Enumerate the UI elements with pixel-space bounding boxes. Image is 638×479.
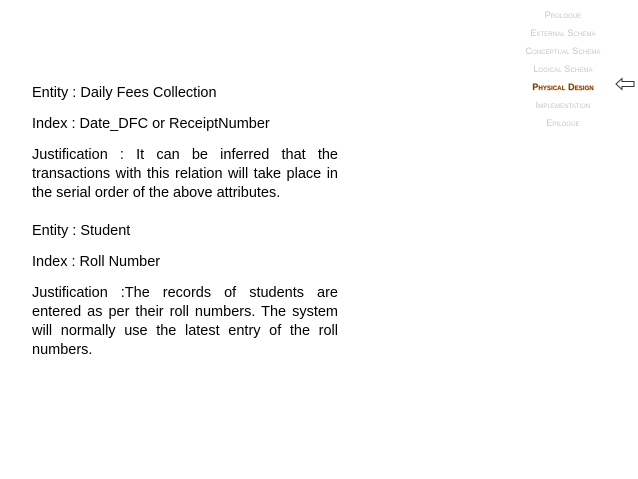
justification-text: Justification : It can be inferred that the transactions with this relation will take place in the serial order of the above attributes. <box>32 147 338 201</box>
justification-text: Justification :The records of students are entered as per their roll numbers. The system will normally use the latest entry of the roll numbers. <box>32 285 338 358</box>
nav-item-conceptual-schema[interactable]: Conceptual Schema <box>525 46 601 56</box>
left-arrow-icon <box>615 77 635 91</box>
nav-item-prologue[interactable]: Prologue <box>544 10 582 20</box>
entity-block-student <box>32 222 338 360</box>
nav-item-epilogue[interactable]: Epilogue <box>546 118 580 128</box>
entity-title: Entity : Student <box>32 223 131 239</box>
entity-block-daily-fees <box>32 84 338 203</box>
section-navigation <box>500 6 626 132</box>
entity-title: Entity : Daily Fees Collection <box>32 85 217 101</box>
nav-item-external-schema[interactable]: External Schema <box>530 28 596 38</box>
nav-item-implementation[interactable]: Implementation <box>535 100 591 110</box>
slide-content <box>32 84 338 360</box>
index-line: Index : Date_DFC or ReceiptNumber <box>32 116 270 132</box>
index-line: Index : Roll Number <box>32 254 161 270</box>
nav-item-logical-schema[interactable]: Logical Schema <box>533 64 593 74</box>
nav-item-physical-design[interactable]: Physical Design <box>532 82 594 92</box>
